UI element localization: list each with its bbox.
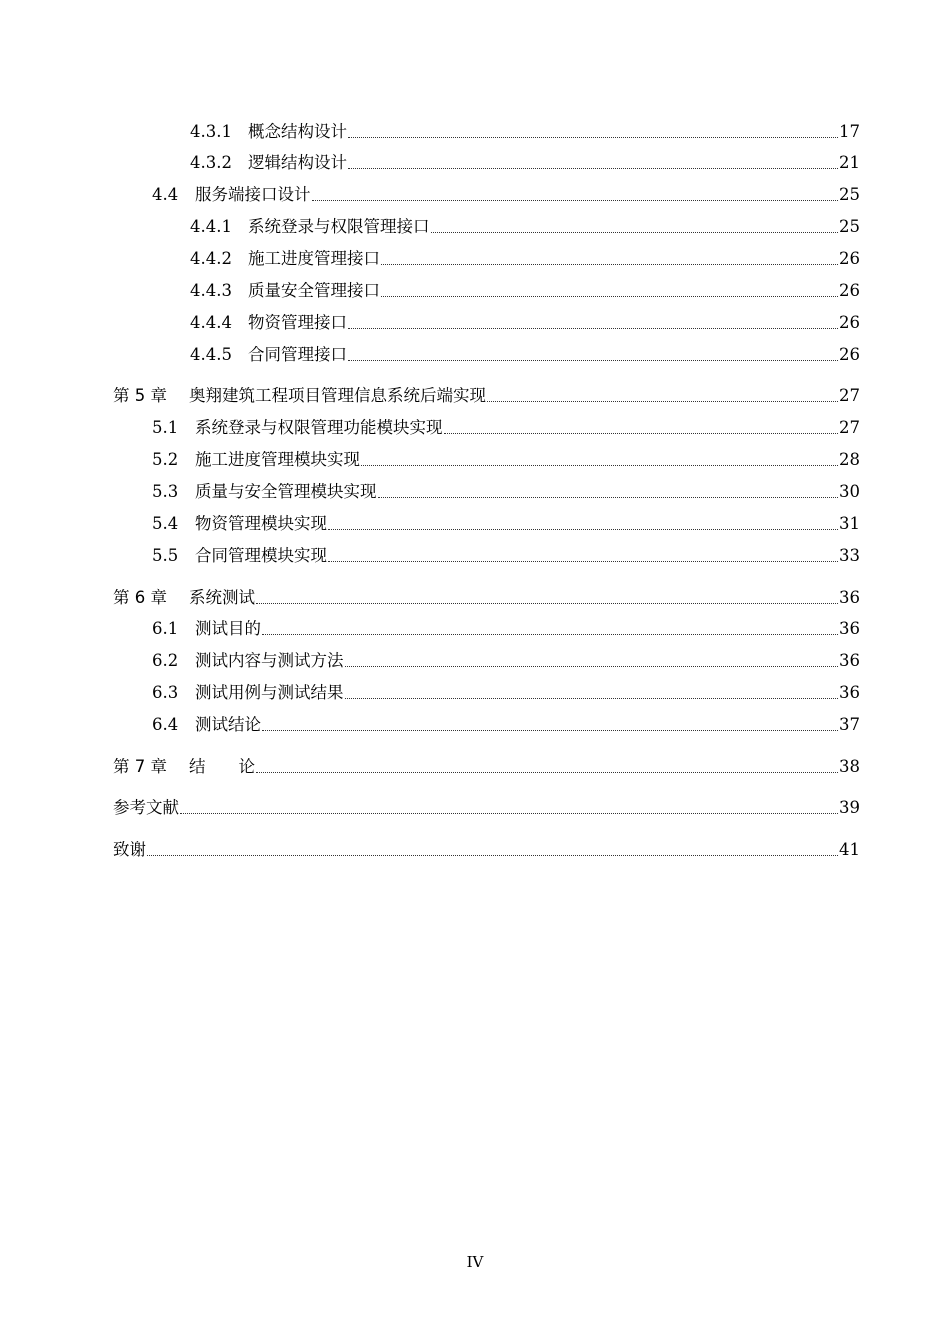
toc-entry-4-4-1[interactable]: [190, 214, 860, 238]
toc-number: 4.4.3: [190, 281, 232, 300]
dot-leader: [328, 560, 838, 562]
dot-leader: [345, 665, 839, 667]
toc-page-number: 17: [839, 122, 860, 141]
toc-title: 测试用例与测试结果: [195, 683, 344, 702]
toc-title: 测试内容与测试方法: [195, 651, 344, 670]
dot-leader: [348, 136, 838, 138]
toc-title: 施工进度管理接口: [248, 249, 380, 268]
dot-leader: [256, 602, 838, 604]
toc-page-number: 36: [839, 588, 860, 607]
dot-leader: [361, 464, 838, 466]
toc-page-number: 27: [839, 418, 860, 437]
dot-leader: [262, 633, 838, 635]
toc-number: 第 6 章: [113, 588, 167, 607]
dot-leader: [262, 729, 838, 731]
toc-title: 系统测试: [189, 588, 255, 607]
toc-entry-6-2[interactable]: [152, 648, 860, 672]
toc-entry-5-3[interactable]: [152, 479, 860, 503]
toc-number: 第 7 章: [113, 757, 167, 776]
toc-entry-4-4-4[interactable]: [190, 310, 860, 334]
toc-title: 参考文献: [113, 798, 179, 817]
toc-entry-4-4[interactable]: [152, 182, 860, 206]
toc-entry-6-1[interactable]: [152, 616, 860, 640]
toc-page-number: 41: [839, 840, 860, 859]
dot-leader: [348, 167, 838, 169]
toc-entry-acknowledgements[interactable]: [113, 837, 860, 861]
toc-title: 测试结论: [195, 715, 261, 734]
dot-leader: [381, 263, 838, 265]
toc-page-number: 36: [839, 619, 860, 638]
toc-number: 6.2: [152, 651, 179, 670]
dot-leader: [312, 199, 839, 201]
toc-page-number: 26: [839, 345, 860, 364]
toc-entry-5-2[interactable]: [152, 447, 860, 471]
toc-page-number: 25: [839, 217, 860, 236]
toc-title: 测试目的: [195, 619, 261, 638]
toc-page-number: 26: [839, 313, 860, 332]
toc-page-number: 26: [839, 281, 860, 300]
toc-entry-5-4[interactable]: [152, 511, 860, 535]
toc-number: 4.4.1: [190, 217, 232, 236]
toc-page-number: 39: [839, 798, 860, 817]
toc-page-number: 25: [839, 185, 860, 204]
dot-leader: [444, 432, 839, 434]
dot-leader: [256, 771, 838, 773]
page-footer-number: IV: [466, 1253, 484, 1271]
toc-number: 第 5 章: [113, 386, 167, 405]
dot-leader: [431, 231, 839, 233]
toc-entry-chapter-6[interactable]: [113, 585, 860, 609]
toc-title: 物资管理模块实现: [195, 514, 327, 533]
toc-title: 质量安全管理接口: [248, 281, 380, 300]
toc-title: 物资管理接口: [248, 313, 347, 332]
toc-title: 概念结构设计: [248, 122, 347, 141]
toc-entry-chapter-7[interactable]: [113, 754, 860, 778]
toc-title: 系统登录与权限管理接口: [248, 217, 430, 236]
toc-number: 5.2: [152, 450, 179, 469]
dot-leader: [328, 528, 838, 530]
toc-title: 合同管理模块实现: [195, 546, 327, 565]
toc-entry-4-4-2[interactable]: [190, 246, 860, 270]
toc-page-number: 30: [839, 482, 860, 501]
toc-number: 4.3.1: [190, 122, 232, 141]
toc-title: 致谢: [113, 840, 146, 859]
toc-number: 5.1: [152, 418, 179, 437]
toc-entry-5-1[interactable]: [152, 415, 860, 439]
toc-entry-chapter-5[interactable]: [113, 383, 860, 407]
toc-number: 5.5: [152, 546, 179, 565]
toc-title: 系统登录与权限管理功能模块实现: [195, 418, 443, 437]
toc-title: 质量与安全管理模块实现: [195, 482, 377, 501]
toc-page-number: 36: [839, 683, 860, 702]
toc-page-number: 27: [839, 386, 860, 405]
toc-entry-4-4-5[interactable]: [190, 342, 860, 366]
toc-number: 4.4.4: [190, 313, 232, 332]
toc-page-number: 28: [839, 450, 860, 469]
toc-entry-4-3-2[interactable]: [190, 150, 860, 174]
toc-entry-4-3-1[interactable]: [190, 119, 860, 143]
toc-number: 6.3: [152, 683, 179, 702]
dot-leader: [348, 359, 838, 361]
dot-leader: [147, 854, 838, 856]
toc-page-number: 36: [839, 651, 860, 670]
toc-number: 4.4.2: [190, 249, 232, 268]
toc-entry-5-5[interactable]: [152, 543, 860, 567]
toc-number: 6.1: [152, 619, 179, 638]
toc-number: 5.3: [152, 482, 179, 501]
toc-title: 结 论: [189, 757, 255, 776]
toc-page-number: 37: [839, 715, 860, 734]
toc-title: 施工进度管理模块实现: [195, 450, 360, 469]
dot-leader: [378, 496, 839, 498]
toc-page-number: 33: [839, 546, 860, 565]
toc-title: 逻辑结构设计: [248, 153, 347, 172]
dot-leader: [381, 295, 838, 297]
toc-number: 5.4: [152, 514, 179, 533]
toc-page-number: 21: [839, 153, 860, 172]
toc-number: 4.4: [152, 185, 179, 204]
dot-leader: [180, 812, 838, 814]
toc-entry-6-4[interactable]: [152, 712, 860, 736]
toc-number: 4.3.2: [190, 153, 232, 172]
dot-leader: [345, 697, 839, 699]
toc-page-number: 38: [839, 757, 860, 776]
toc-title: 服务端接口设计: [195, 185, 311, 204]
toc-page-number: 31: [839, 514, 860, 533]
toc-number: 4.4.5: [190, 345, 232, 364]
toc-title: 奥翔建筑工程项目管理信息系统后端实现: [189, 386, 486, 405]
toc-title: 合同管理接口: [248, 345, 347, 364]
dot-leader: [487, 400, 838, 402]
toc-entry-6-3[interactable]: [152, 680, 860, 704]
dot-leader: [348, 327, 838, 329]
toc-number: 6.4: [152, 715, 179, 734]
toc-page-number: 26: [839, 249, 860, 268]
toc-entry-references[interactable]: [113, 795, 860, 819]
toc-entry-4-4-3[interactable]: [190, 278, 860, 302]
